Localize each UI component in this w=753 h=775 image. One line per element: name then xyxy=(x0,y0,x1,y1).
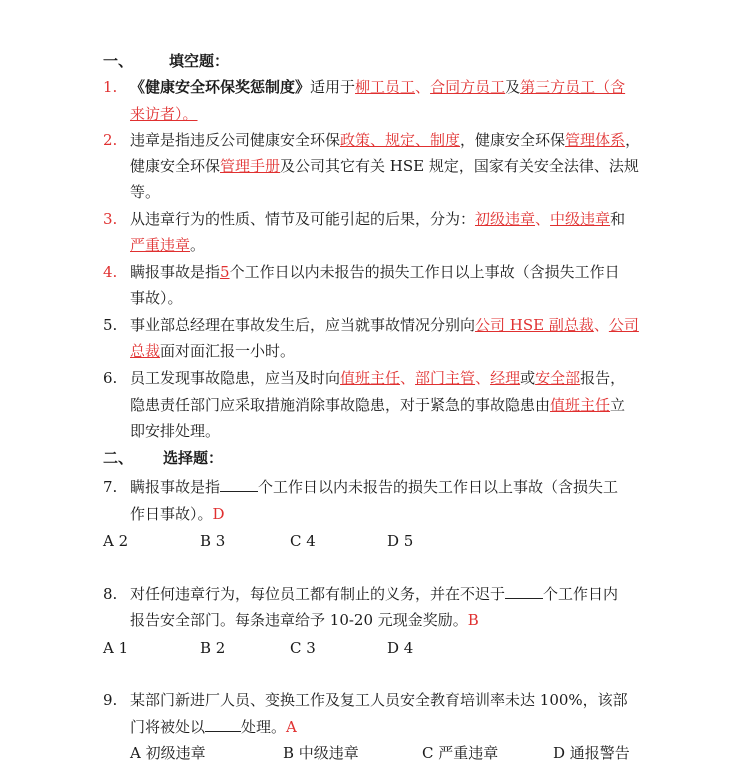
question-7-answer: D xyxy=(212,505,225,523)
question-5-text: 事业部总经理在事故发生后，应当就事故情况分别向 xyxy=(130,316,476,334)
question-3-text: 从违章行为的性质、情节及可能引起的后果，分为： xyxy=(130,210,476,228)
question-5-text: 面对面汇报一小时。 xyxy=(160,342,296,360)
question-9-line-1 xyxy=(103,690,628,710)
question-4-text: 个工作日以内未报告的损失工作日以上事故（含损失工作日 xyxy=(229,263,620,281)
section-1-number: 一、 xyxy=(103,52,134,70)
question-3-line-2 xyxy=(130,235,205,255)
question-6-text: 即安排处理。 xyxy=(130,422,221,440)
question-1-answer-1: 柳工员工 xyxy=(355,78,416,96)
section-1-heading xyxy=(103,51,229,71)
question-6-line-2 xyxy=(130,395,625,415)
question-6-text: 报告， xyxy=(580,369,626,387)
separator: 、 xyxy=(593,316,609,334)
question-9-line-2 xyxy=(130,717,297,737)
section-2-number: 二、 xyxy=(103,449,134,467)
question-3-line-1 xyxy=(103,209,625,229)
question-2-number: 2. xyxy=(103,131,118,149)
question-1-answer-3: 第三方员工（含 xyxy=(520,78,626,96)
question-4-text: 瞒报事故是指 xyxy=(130,263,221,281)
question-2-answer-1: 政策、规定、制度 xyxy=(340,131,461,149)
question-2-text: ， xyxy=(625,131,641,149)
question-1-title: 《健康安全环保奖惩制度》 xyxy=(130,78,311,96)
question-2-text: 违章是指违反公司健康安全环保 xyxy=(130,131,341,149)
question-7-text: 个工作日以内未报告的损失工作日以上事故（含损失工 xyxy=(258,478,619,496)
question-7-line-2 xyxy=(130,504,225,524)
question-6-text: 或 xyxy=(520,369,536,387)
question-9-option-c: C 严重违章 xyxy=(422,744,499,762)
question-8-answer: B xyxy=(467,611,479,629)
section-2-heading xyxy=(103,448,223,468)
question-6-answer-1: 值班主任 xyxy=(340,369,401,387)
question-2-text: 等。 xyxy=(130,183,161,201)
question-8-number: 8. xyxy=(103,585,118,603)
question-5-line-1 xyxy=(103,315,639,335)
question-8-option-a: A 1 xyxy=(103,639,129,657)
question-3-answer-3: 严重违章 xyxy=(130,236,191,254)
question-9-text: 门将被处以 xyxy=(130,718,206,736)
question-6-number: 6. xyxy=(103,369,118,387)
question-1-text: 及 xyxy=(505,78,521,96)
question-6-answer-4: 安全部 xyxy=(535,369,581,387)
question-3-text: 。 xyxy=(190,236,206,254)
separator: 、 xyxy=(475,369,491,387)
question-9-text: 处理。 xyxy=(241,718,287,736)
question-8-option-c: C 3 xyxy=(290,639,316,657)
question-1-line-1 xyxy=(103,77,625,97)
question-5-answer-2: 公司 xyxy=(608,316,639,334)
question-4-text: 事故）。 xyxy=(130,289,183,307)
question-6-line-3 xyxy=(130,421,220,441)
question-4-line-2 xyxy=(130,288,183,308)
question-7-option-b: B 3 xyxy=(200,532,226,550)
question-3-answer-1: 初级违章 xyxy=(475,210,536,228)
question-1-answer-3-cont: 来访者）。 xyxy=(130,105,198,123)
question-5-line-2 xyxy=(130,341,295,361)
question-3-number: 3. xyxy=(103,210,118,228)
question-4-number: 4. xyxy=(103,263,118,281)
question-6-line-1 xyxy=(103,368,625,388)
question-7-number: 7. xyxy=(103,478,118,496)
question-2-line-1 xyxy=(103,130,640,150)
question-6-text: 立 xyxy=(610,396,626,414)
question-8-text: 报告安全部门。每条违章给予 10-20 元现金奖励。 xyxy=(130,611,468,629)
question-8-option-b: B 2 xyxy=(200,639,226,657)
question-9-blank xyxy=(205,717,241,732)
separator: 、 xyxy=(400,369,416,387)
section-2-title: 选择题： xyxy=(163,449,224,467)
question-8-option-d: D 4 xyxy=(387,639,414,657)
question-1-text: 适用于 xyxy=(310,78,356,96)
question-4-line-1 xyxy=(103,262,620,282)
question-9-answer: A xyxy=(286,718,297,736)
question-9-option-d: D 通报警告 xyxy=(553,744,630,762)
question-8-blank xyxy=(505,584,543,599)
separator: 、 xyxy=(415,78,431,96)
question-1-number: 1. xyxy=(103,78,118,96)
question-9-number: 9. xyxy=(103,691,118,709)
question-7-option-a: A 2 xyxy=(103,532,129,550)
question-2-line-2 xyxy=(130,156,639,176)
question-8-text: 对任何违章行为，每位员工都有制止的义务，并在不迟于 xyxy=(130,585,506,603)
question-9-option-b: B 中级违章 xyxy=(283,744,359,762)
question-6-text: 员工发现事故隐患，应当及时向 xyxy=(130,369,341,387)
question-6-answer-5: 值班主任 xyxy=(550,396,611,414)
question-8-line-2 xyxy=(130,610,479,630)
question-8-text: 个工作日内 xyxy=(543,585,619,603)
question-2-answer-3: 管理手册 xyxy=(220,157,281,175)
question-8-line-1 xyxy=(103,584,618,604)
question-2-text: ，健康安全环保 xyxy=(460,131,566,149)
question-7-option-c: C 4 xyxy=(290,532,316,550)
question-7-option-d: D 5 xyxy=(387,532,414,550)
question-7-line-1 xyxy=(103,477,618,497)
question-9-text: 某部门新进厂人员、变换工作及复工人员安全教育培训率未达 100%，该部 xyxy=(130,691,628,709)
question-2-answer-2: 管理体系 xyxy=(565,131,626,149)
question-1-line-2 xyxy=(130,104,198,124)
question-2-line-3 xyxy=(130,182,160,202)
question-4-answer: 5 xyxy=(220,263,230,281)
question-3-text: 和 xyxy=(610,210,626,228)
question-7-blank xyxy=(220,477,258,492)
question-2-text: 健康安全环保 xyxy=(130,157,221,175)
question-6-answer-2: 部门主管 xyxy=(415,369,476,387)
question-7-text: 作日事故）。 xyxy=(130,505,213,523)
question-3-answer-2: 中级违章 xyxy=(550,210,611,228)
question-7-text: 瞒报事故是指 xyxy=(130,478,221,496)
question-5-answer-1: 公司 HSE 副总裁 xyxy=(475,316,594,334)
question-2-text: 及公司其它有关 HSE 规定，国家有关安全法律、法规 xyxy=(280,157,639,175)
separator: 、 xyxy=(535,210,551,228)
section-1-title: 填空题： xyxy=(169,52,230,70)
question-5-number: 5. xyxy=(103,316,118,334)
question-5-answer-2-cont: 总裁 xyxy=(130,342,161,360)
question-6-text: 隐患责任部门应采取措施消除事故隐患，对于紧急的事故隐患由 xyxy=(130,396,551,414)
question-1-answer-2: 合同方员工 xyxy=(430,78,506,96)
question-9-option-a: A 初级违章 xyxy=(130,744,206,762)
question-6-answer-3: 经理 xyxy=(490,369,521,387)
